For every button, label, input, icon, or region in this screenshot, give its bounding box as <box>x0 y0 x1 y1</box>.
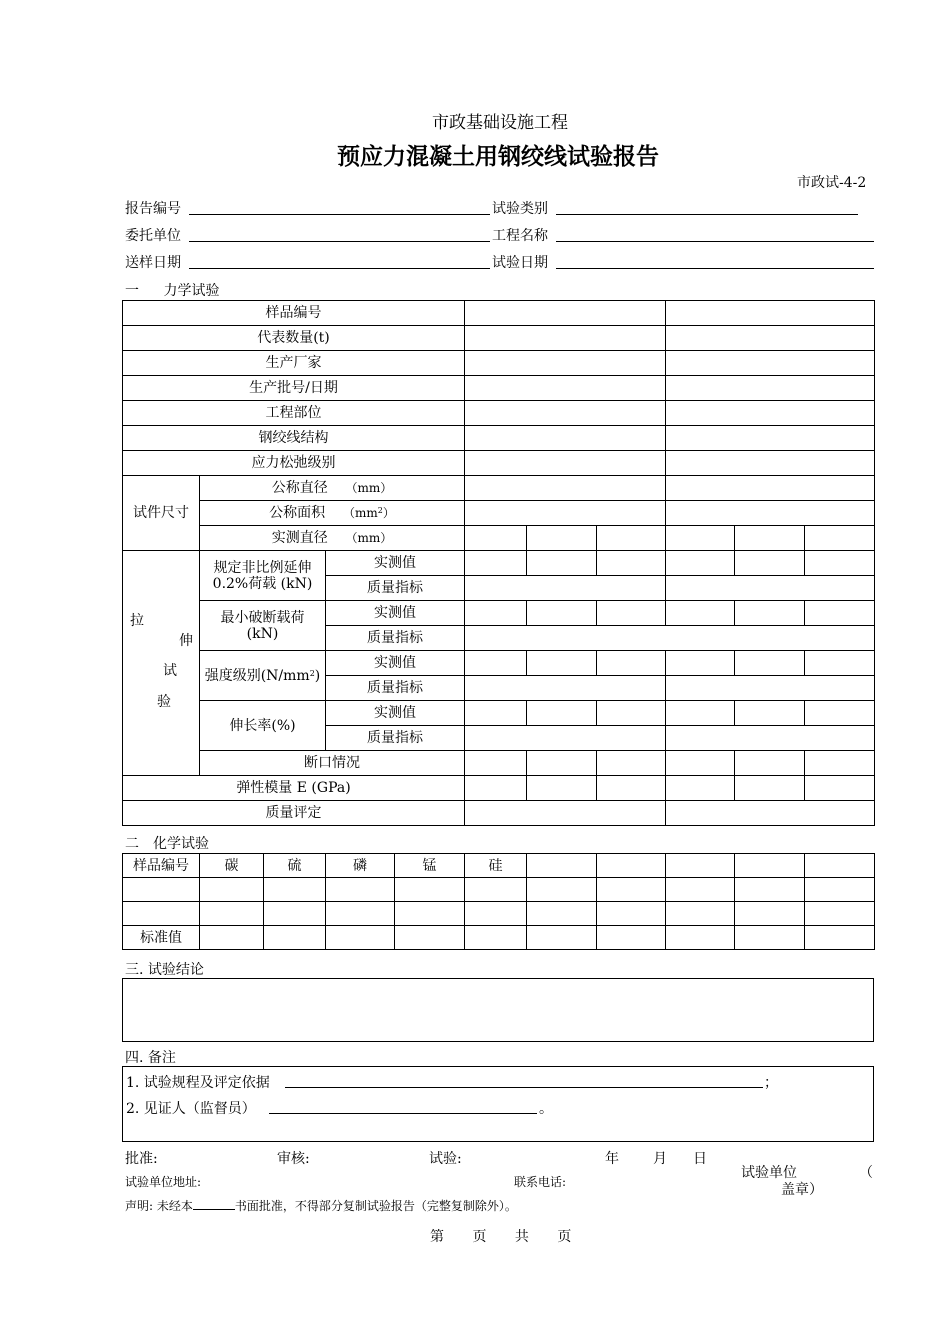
table-row <box>123 776 875 801</box>
nominal-area-unit-pre: （mm <box>342 506 378 520</box>
seal-label: 盖章） <box>781 1182 823 1198</box>
measured-dia-text: 实测直径 <box>271 530 328 546</box>
table-cell[interactable] <box>465 501 666 526</box>
nominal-area-unit-post: ） <box>382 506 395 520</box>
spec-label: 质量指标 <box>326 576 465 601</box>
row-label-strength <box>200 651 326 701</box>
table-row <box>123 501 875 526</box>
row-label-nominal-area <box>200 501 465 526</box>
month-label: 月 <box>653 1151 667 1167</box>
table-cell[interactable] <box>666 501 875 526</box>
table-cell[interactable] <box>805 926 875 950</box>
row-label-measured-dia <box>200 526 465 551</box>
table-cell[interactable] <box>465 476 666 501</box>
table-cell[interactable] <box>735 878 805 902</box>
section1-num: 一 <box>125 283 139 299</box>
table-cell[interactable] <box>527 854 597 878</box>
table-cell[interactable] <box>465 351 666 376</box>
row-label-batch-date: 生产批号/日期 <box>123 376 465 401</box>
table-cell[interactable] <box>805 902 875 926</box>
nominal-area-unit-sup: 2 <box>377 506 383 515</box>
tensile-char-2: 伸 <box>179 633 193 649</box>
col-header-sample-no: 样品编号 <box>123 854 200 878</box>
table-row <box>123 451 875 476</box>
test-date-input[interactable] <box>556 268 874 269</box>
approve-label: 批准: <box>125 1151 158 1167</box>
table-cell[interactable] <box>735 854 805 878</box>
client-label: 委托单位 <box>125 228 181 244</box>
col-header-phosphorus: 磷 <box>326 854 395 878</box>
table-cell[interactable] <box>465 878 527 902</box>
phone-label: 联系电话: <box>514 1175 567 1189</box>
table-cell[interactable] <box>735 526 805 551</box>
table-row <box>123 326 875 351</box>
table-cell[interactable] <box>264 878 326 902</box>
table-cell[interactable] <box>465 451 666 476</box>
declaration-post: 书面批准，不得部分复制试验报告（完整复制除外）。 <box>234 1199 517 1213</box>
row-label-relaxation: 应力松弛级别 <box>123 451 465 476</box>
report-no-label: 报告编号 <box>125 201 181 217</box>
spec-label: 质量指标 <box>326 726 465 751</box>
page-counter <box>430 1226 571 1246</box>
table-row <box>123 476 875 501</box>
declaration <box>125 1197 517 1214</box>
table-cell[interactable] <box>735 651 805 676</box>
table-cell[interactable] <box>666 726 875 751</box>
spec-label: 质量指标 <box>326 676 465 701</box>
note2-end: 。 <box>539 1101 553 1117</box>
table-row <box>123 651 875 676</box>
table-cell[interactable] <box>395 878 465 902</box>
note2-label: 2. 见证人（监督员） <box>126 1101 256 1117</box>
table-cell[interactable] <box>527 902 597 926</box>
seal-open-paren: （ <box>859 1165 873 1181</box>
page-word-1: 第 <box>430 1229 444 1245</box>
measured-label: 实测值 <box>326 701 465 726</box>
table-cell[interactable] <box>465 676 666 701</box>
row-label-structure: 钢绞线结构 <box>123 426 465 451</box>
tensile-char-4: 验 <box>157 694 171 710</box>
row-label-modulus: 弹性模量 E (GPa) <box>123 776 465 801</box>
table-cell[interactable] <box>597 551 666 576</box>
table-cell[interactable] <box>666 926 735 950</box>
test-unit-label: 试验单位 <box>741 1165 797 1181</box>
table-cell[interactable] <box>735 551 805 576</box>
table-cell[interactable] <box>666 651 735 676</box>
table-cell[interactable] <box>597 601 666 626</box>
col-header-carbon: 碳 <box>200 854 264 878</box>
page-word-3: 共 <box>514 1229 529 1245</box>
section4-heading: 四. 备注 <box>125 1050 176 1066</box>
table-cell[interactable] <box>527 926 597 950</box>
table-cell[interactable] <box>326 902 395 926</box>
client-input[interactable] <box>189 241 490 242</box>
col-header-manganese: 锰 <box>395 854 465 878</box>
col-header-sulfur: 硫 <box>264 854 326 878</box>
table-row <box>123 926 875 950</box>
size-group-label: 试件尺寸 <box>123 476 200 551</box>
table-cell[interactable] <box>805 701 875 726</box>
nominal-dia-text: 公称直径 <box>271 480 328 496</box>
table-cell[interactable] <box>666 526 735 551</box>
table-cell[interactable] <box>805 601 875 626</box>
section3-heading: 三. 试验结论 <box>125 962 204 978</box>
table-cell[interactable] <box>465 776 527 801</box>
table-cell[interactable] <box>666 476 875 501</box>
table-cell[interactable] <box>264 902 326 926</box>
table-cell[interactable] <box>527 776 597 801</box>
table-cell[interactable] <box>527 601 597 626</box>
table-cell[interactable] <box>465 426 666 451</box>
table-cell[interactable] <box>527 751 597 776</box>
table-row <box>123 854 875 878</box>
table-row <box>123 426 875 451</box>
project-name-label: 工程名称 <box>492 228 548 244</box>
note1-input[interactable] <box>285 1087 763 1088</box>
tensile-char-3: 试 <box>163 663 177 679</box>
table-cell[interactable] <box>597 701 666 726</box>
page-word-2: 页 <box>472 1229 487 1245</box>
table-cell[interactable] <box>465 601 527 626</box>
table-cell[interactable] <box>527 701 597 726</box>
table-cell[interactable] <box>597 651 666 676</box>
row-label-sample-no: 样品编号 <box>123 301 465 326</box>
table-cell[interactable] <box>465 301 666 326</box>
table-row <box>123 801 875 826</box>
table-cell[interactable] <box>527 878 597 902</box>
section1-heading <box>125 280 219 300</box>
table-cell[interactable] <box>666 326 875 351</box>
table-cell[interactable] <box>465 902 527 926</box>
table-cell[interactable] <box>666 301 875 326</box>
day-label: 日 <box>693 1151 707 1167</box>
table-cell[interactable] <box>395 926 465 950</box>
table-row <box>123 751 875 776</box>
table-cell[interactable] <box>735 776 805 801</box>
table-cell[interactable] <box>805 551 875 576</box>
table-cell[interactable] <box>666 676 875 701</box>
table-cell[interactable] <box>200 878 264 902</box>
report-no-input[interactable] <box>189 214 490 215</box>
table-row <box>123 401 875 426</box>
table-cell[interactable] <box>465 726 666 751</box>
table-cell[interactable] <box>264 926 326 950</box>
table-cell[interactable] <box>666 426 875 451</box>
table-cell[interactable] <box>666 551 735 576</box>
table-cell[interactable] <box>465 526 527 551</box>
strength-post: ) <box>314 667 321 684</box>
table-cell[interactable] <box>735 926 805 950</box>
table-row <box>123 701 875 726</box>
strength-sup: 2 <box>309 668 315 678</box>
send-date-input[interactable] <box>189 268 490 269</box>
table-cell[interactable] <box>597 902 666 926</box>
page-word-4: 页 <box>557 1229 572 1245</box>
row-label-manufacturer: 生产厂家 <box>123 351 465 376</box>
page-title: 预应力混凝土用钢绞线试验报告 <box>337 143 659 170</box>
table-cell[interactable] <box>735 751 805 776</box>
table-cell[interactable] <box>465 626 875 651</box>
note1-end: ； <box>764 1075 778 1091</box>
tensile-group-label <box>123 551 200 776</box>
row-label-break-load <box>200 601 326 651</box>
table-cell[interactable] <box>805 878 875 902</box>
table-cell[interactable] <box>805 751 875 776</box>
table-cell[interactable] <box>805 776 875 801</box>
row-label-quantity: 代表数量(t) <box>123 326 465 351</box>
address-label: 试验单位地址: <box>125 1175 202 1189</box>
tensile-char-1: 拉 <box>130 613 144 629</box>
section2-heading: 二 化学试验 <box>125 836 209 852</box>
table-row <box>123 301 875 326</box>
table-cell[interactable] <box>666 701 735 726</box>
table-cell[interactable] <box>735 902 805 926</box>
table-row <box>123 601 875 626</box>
table-cell[interactable] <box>465 376 666 401</box>
test-type-label: 试验类别 <box>492 201 548 217</box>
table-cell[interactable] <box>123 902 200 926</box>
table-cell[interactable] <box>666 751 735 776</box>
table-row <box>123 878 875 902</box>
table-cell[interactable] <box>805 854 875 878</box>
table-cell[interactable] <box>597 926 666 950</box>
table-cell[interactable] <box>326 878 395 902</box>
table-cell[interactable] <box>805 651 875 676</box>
table-cell[interactable] <box>527 651 597 676</box>
table-cell[interactable] <box>395 902 465 926</box>
table-cell[interactable] <box>735 701 805 726</box>
table-cell[interactable] <box>465 701 527 726</box>
row-label-nominal-dia <box>200 476 465 501</box>
yield-load-line1: 规定非比例延伸 <box>213 559 312 576</box>
table-cell[interactable] <box>666 854 735 878</box>
table-cell[interactable] <box>597 854 666 878</box>
note1-label: 1. 试验规程及评定依据 <box>126 1075 270 1091</box>
table-cell[interactable] <box>465 926 527 950</box>
table-cell[interactable] <box>666 401 875 426</box>
section1-title: 力学试验 <box>163 283 220 299</box>
table-cell[interactable] <box>465 651 527 676</box>
table-row <box>123 902 875 926</box>
conclusion-box[interactable] <box>122 978 874 1042</box>
spec-label: 质量指标 <box>326 626 465 651</box>
send-date-label: 送样日期 <box>125 255 181 271</box>
table-cell[interactable] <box>465 326 666 351</box>
table-row <box>123 551 875 576</box>
note2-input[interactable] <box>269 1113 537 1114</box>
table-row <box>123 526 875 551</box>
col-header-silicon: 硅 <box>465 854 527 878</box>
table-cell[interactable] <box>200 926 264 950</box>
table-cell[interactable] <box>666 776 735 801</box>
row-label-fracture: 断口情况 <box>200 751 465 776</box>
table-cell[interactable] <box>200 902 264 926</box>
table-cell[interactable] <box>805 526 875 551</box>
table-cell[interactable] <box>666 451 875 476</box>
nominal-area-unit <box>343 506 395 520</box>
break-load-line1: 最小破断载荷 <box>220 609 305 626</box>
table-cell[interactable] <box>735 601 805 626</box>
row-label-part: 工程部位 <box>123 401 465 426</box>
table-cell[interactable] <box>527 526 597 551</box>
table-cell[interactable] <box>123 878 200 902</box>
table-cell[interactable] <box>465 551 527 576</box>
measured-label: 实测值 <box>326 651 465 676</box>
test-date-label: 试验日期 <box>492 255 548 271</box>
table-cell[interactable] <box>465 576 666 601</box>
test-label: 试验: <box>429 1151 462 1167</box>
table-cell[interactable] <box>666 902 735 926</box>
chemical-test-table <box>122 853 875 950</box>
review-label: 审核: <box>277 1151 310 1167</box>
strength-pre: 强度级别(N/mm <box>204 667 310 684</box>
break-load-line2: (kN) <box>246 625 279 642</box>
table-cell[interactable] <box>666 351 875 376</box>
yield-load-line2: 0.2%荷载 (kN) <box>212 575 313 592</box>
row-label-yield-load <box>200 551 326 601</box>
table-row <box>123 351 875 376</box>
measured-label: 实测值 <box>326 551 465 576</box>
table-cell[interactable] <box>527 551 597 576</box>
table-cell[interactable] <box>597 878 666 902</box>
page-subtitle: 市政基础设施工程 <box>432 113 568 133</box>
nominal-dia-unit: （mm） <box>345 481 393 495</box>
table-cell[interactable] <box>666 878 735 902</box>
test-type-input[interactable] <box>556 214 858 215</box>
table-cell[interactable] <box>666 801 875 826</box>
measured-dia-unit: （mm） <box>345 531 393 545</box>
project-name-input[interactable] <box>556 241 874 242</box>
measured-label: 实测值 <box>326 601 465 626</box>
table-cell[interactable] <box>666 601 735 626</box>
year-label: 年 <box>605 1151 619 1167</box>
row-label-evaluation: 质量评定 <box>123 801 465 826</box>
table-cell[interactable] <box>666 576 875 601</box>
table-cell[interactable] <box>597 776 666 801</box>
row-label-elongation: 伸长率(%) <box>200 701 326 751</box>
table-cell[interactable] <box>597 751 666 776</box>
table-cell[interactable] <box>666 376 875 401</box>
table-cell[interactable] <box>597 526 666 551</box>
nominal-area-text: 公称面积 <box>269 505 326 521</box>
declaration-blank[interactable] <box>193 1209 235 1210</box>
form-code: 市政试-4-2 <box>797 175 867 191</box>
row-label-standard: 标准值 <box>123 926 200 950</box>
mechanical-test-table <box>122 300 875 826</box>
table-cell[interactable] <box>326 926 395 950</box>
table-row <box>123 376 875 401</box>
table-cell[interactable] <box>465 751 527 776</box>
table-cell[interactable] <box>465 801 666 826</box>
table-cell[interactable] <box>465 401 666 426</box>
declaration-pre: 声明: 未经本 <box>125 1199 193 1213</box>
